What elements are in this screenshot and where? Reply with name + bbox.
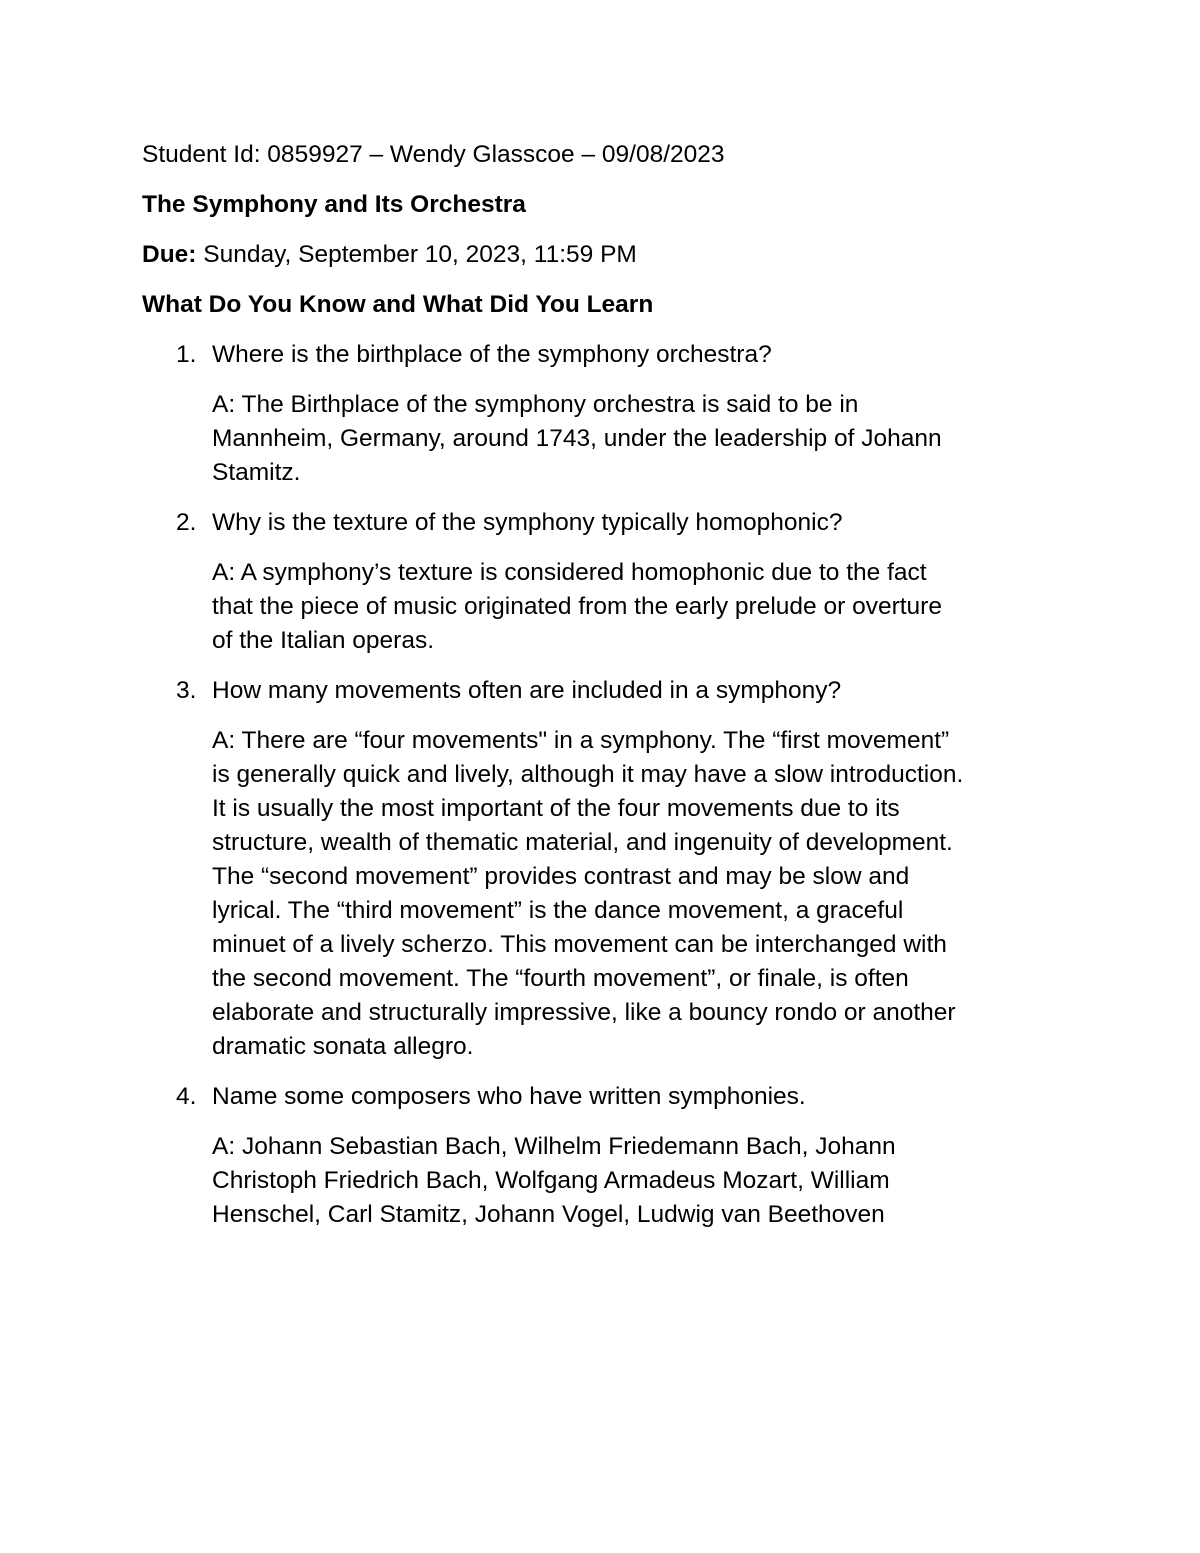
answer-line: The “second movement” provides contrast and may be slow and <box>212 863 910 890</box>
question-text: How many movements often are included in a symphony? <box>212 677 842 704</box>
answer-line: the second movement. The “fourth movement”, or finale, is often <box>212 965 909 992</box>
answer-line: Mannheim, Germany, around 1743, under the leadership of Johann <box>212 425 942 452</box>
answer-line: Christoph Friedrich Bach, Wolfgang Armadeus Mozart, William <box>212 1167 890 1194</box>
answer-line: of the Italian operas. <box>212 627 435 654</box>
question-item <box>142 674 1062 1064</box>
question-list <box>142 338 1062 1232</box>
question-item <box>142 1080 1062 1232</box>
answer-line: A: There are “four movements" in a symphony. The “first movement” <box>212 727 950 754</box>
question-number: 1. <box>176 341 197 368</box>
question-text: Where is the birthplace of the symphony orchestra? <box>212 341 772 368</box>
answer-line: A: Johann Sebastian Bach, Wilhelm Friedemann Bach, Johann <box>212 1133 896 1160</box>
answer-line: that the piece of music originated from the early prelude or overture <box>212 593 942 620</box>
question-text: Name some composers who have written symphonies. <box>212 1083 806 1110</box>
answer-line: is generally quick and lively, although it may have a slow introduction. <box>212 761 964 788</box>
answer-text <box>212 556 1062 658</box>
due-value: Sunday, September 10, 2023, 11:59 PM <box>196 241 637 268</box>
question-item <box>142 338 1062 490</box>
due-label: Due: <box>142 241 197 268</box>
question-number: 3. <box>176 677 197 704</box>
document-page <box>142 138 1062 1248</box>
answer-line: dramatic sonata allegro. <box>212 1033 474 1060</box>
answer-line: It is usually the most important of the four movements due to its <box>212 795 900 822</box>
assignment-title: The Symphony and Its Orchestra <box>142 191 526 218</box>
student-info-line: Student Id: 0859927 – Wendy Glasscoe – 09/08/2023 <box>142 141 725 168</box>
question-number: 2. <box>176 509 197 536</box>
answer-line: lyrical. The “third movement” is the dance movement, a graceful <box>212 897 904 924</box>
due-date-line <box>142 238 1062 272</box>
answer-line: A: The Birthplace of the symphony orchestra is said to be in <box>212 391 859 418</box>
question-text: Why is the texture of the symphony typically homophonic? <box>212 509 843 536</box>
answer-line: elaborate and structurally impressive, like a bouncy rondo or another <box>212 999 956 1026</box>
answer-line: A: A symphony’s texture is considered homophonic due to the fact <box>212 559 927 586</box>
question-number: 4. <box>176 1083 197 1110</box>
answer-line: minuet of a lively scherzo. This movement can be interchanged with <box>212 931 947 958</box>
answer-line: Stamitz. <box>212 459 301 486</box>
answer-text <box>212 1130 1062 1232</box>
question-item <box>142 506 1062 658</box>
answer-text <box>212 724 1062 1064</box>
answer-line: Henschel, Carl Stamitz, Johann Vogel, Ludwig van Beethoven <box>212 1201 885 1228</box>
answer-line: structure, wealth of thematic material, and ingenuity of development. <box>212 829 953 856</box>
answer-text <box>212 388 1062 490</box>
section-title: What Do You Know and What Did You Learn <box>142 291 654 318</box>
